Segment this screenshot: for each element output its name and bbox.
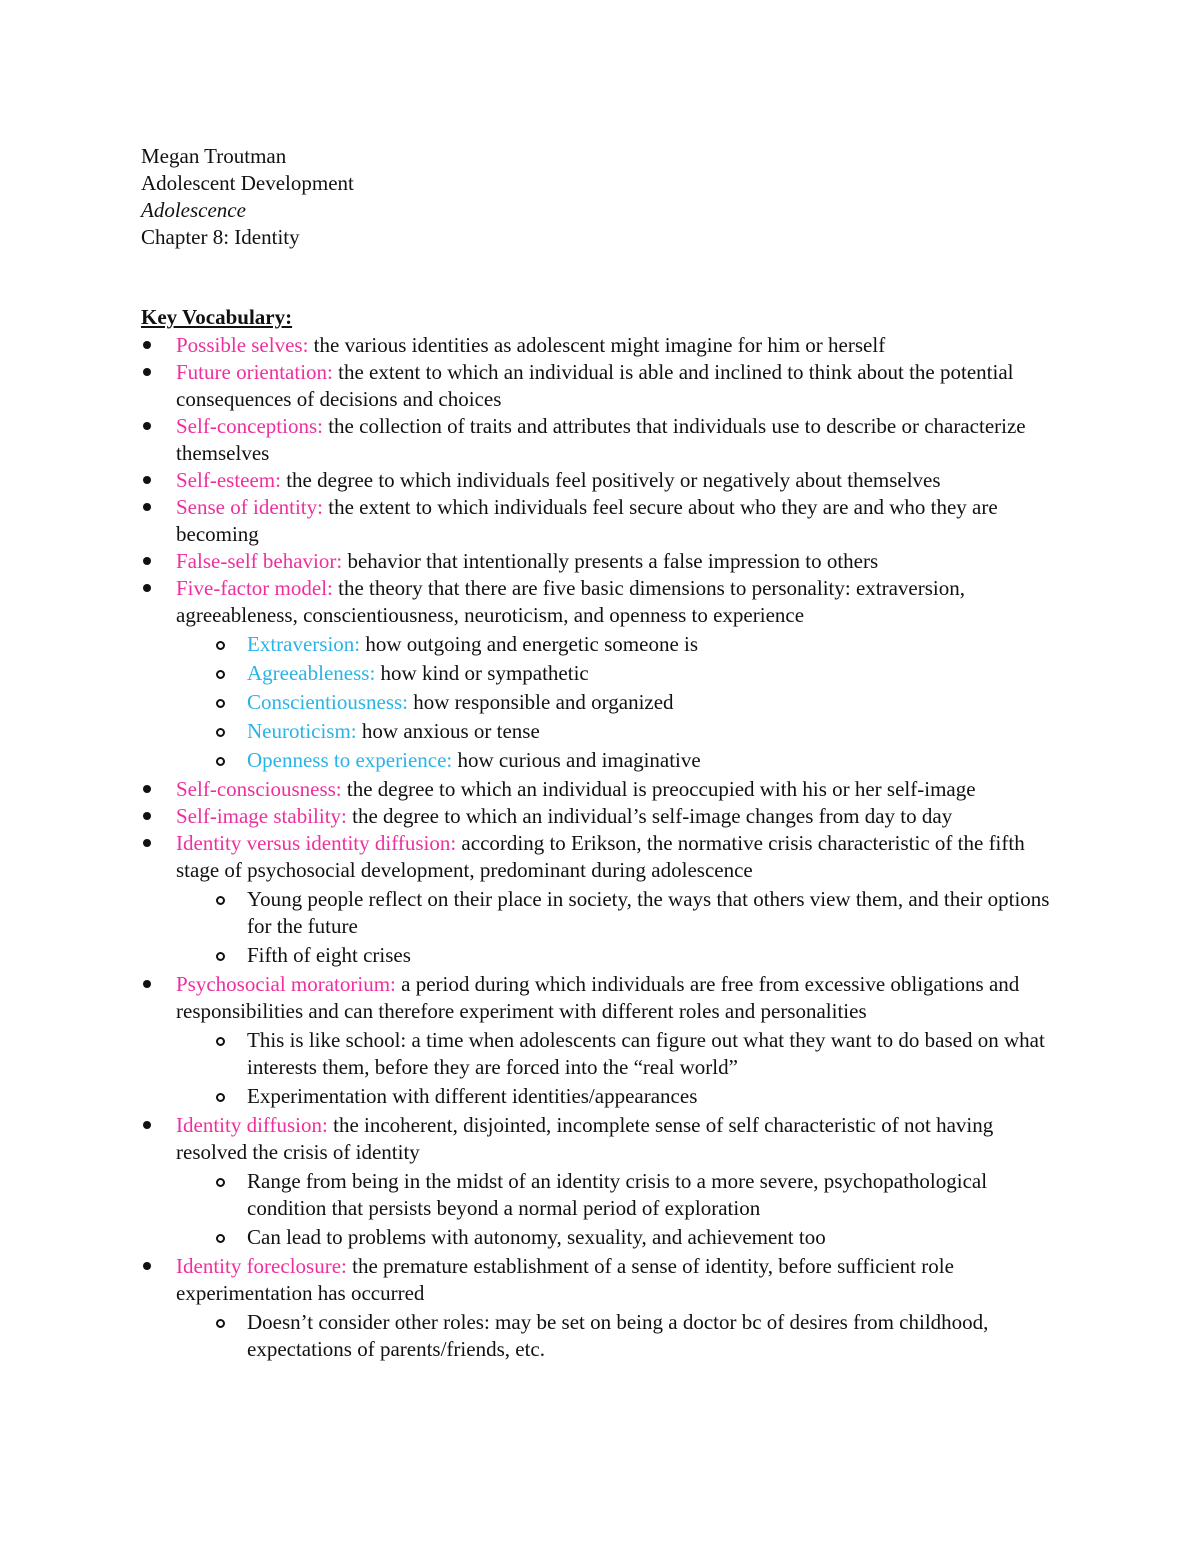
vocab-item <box>141 1253 1061 1363</box>
chapter-title: Chapter 8: Identity <box>141 225 300 249</box>
note-text: This is like school: a time when adolescents can figure out what they want to do based on what interests them, before they are forced into the “real world” <box>247 1028 1045 1079</box>
sub-item <box>176 689 1061 716</box>
vocab-definition: the incoherent, disjointed, incomplete sense of self characteristic of not having resolved the crisis of identity <box>176 1113 994 1164</box>
circle-bullet-icon <box>216 896 225 905</box>
circle-bullet-icon <box>216 699 225 708</box>
circle-bullet-icon <box>216 1093 225 1102</box>
vocab-term: Psychosocial moratorium: <box>176 972 396 996</box>
vocabulary-section <box>141 304 1061 1365</box>
vocab-definition: the premature establishment of a sense of identity, before sufficient role experimentation has occurred <box>176 1254 954 1305</box>
document-header <box>141 143 354 251</box>
vocab-term: Five-factor model: <box>176 576 333 600</box>
sub-term: Conscientiousness: <box>247 690 408 714</box>
circle-bullet-icon <box>216 1037 225 1046</box>
sub-item <box>176 718 1061 745</box>
sub-list <box>176 631 1061 774</box>
vocab-term: Identity versus identity diffusion: <box>176 831 457 855</box>
note-item <box>176 886 1061 940</box>
vocabulary-list <box>141 332 1061 1363</box>
vocab-entry <box>176 414 1026 465</box>
note-text: Fifth of eight crises <box>247 943 411 967</box>
course-name: Adolescent Development <box>141 171 354 195</box>
vocab-definition: the degree to which individuals feel positively or negatively about themselves <box>280 468 941 492</box>
circle-bullet-icon <box>216 1178 225 1187</box>
note-item <box>176 942 1061 969</box>
vocab-definition: the extent to which an individual is able and inclined to think about the potential consequences of decisions and choices <box>176 360 1014 411</box>
vocab-entry <box>176 1254 954 1305</box>
vocab-item <box>141 971 1061 1110</box>
sub-term: Extraversion: <box>247 632 361 656</box>
vocab-item <box>141 548 1061 575</box>
note-text: Young people reflect on their place in society, the ways that others view them, and their options for the future <box>247 887 1050 938</box>
bullet-icon <box>143 812 151 820</box>
vocab-term: Identity diffusion: <box>176 1113 328 1137</box>
bullet-icon <box>143 980 151 988</box>
vocab-definition: the extent to which individuals feel secure about who they are and who they are becoming <box>176 495 998 546</box>
book-title: Adolescence <box>141 198 246 222</box>
sub-item <box>176 631 1061 658</box>
bullet-icon <box>143 557 151 565</box>
bullet-icon <box>143 503 151 511</box>
sub-list <box>176 1027 1061 1110</box>
vocab-entry <box>176 549 878 573</box>
sub-term: Agreeableness: <box>247 661 376 685</box>
vocab-entry <box>176 495 998 546</box>
circle-bullet-icon <box>216 728 225 737</box>
section-title: Key Vocabulary: <box>141 305 293 329</box>
vocab-term: Identity foreclosure: <box>176 1254 347 1278</box>
sub-list <box>176 886 1061 969</box>
sub-term: Neuroticism: <box>247 719 357 743</box>
vocab-term: False-self behavior: <box>176 549 343 573</box>
note-item <box>176 1224 1061 1251</box>
vocab-entry <box>176 576 965 627</box>
sub-item <box>176 660 1061 687</box>
sub-term: Openness to experience: <box>247 748 453 772</box>
vocab-item <box>141 413 1061 467</box>
vocab-entry <box>176 468 941 492</box>
circle-bullet-icon <box>216 952 225 961</box>
note-item <box>176 1083 1061 1110</box>
vocab-item <box>141 830 1061 969</box>
vocab-definition: the degree to which an individual’s self-image changes from day to day <box>346 804 953 828</box>
bullet-icon <box>143 785 151 793</box>
vocab-definition: behavior that intentionally presents a false impression to others <box>342 549 879 573</box>
vocab-term: Possible selves: <box>176 333 309 357</box>
vocab-definition: the various identities as adolescent might imagine for him or herself <box>308 333 886 357</box>
sub-definition: how responsible and organized <box>408 690 674 714</box>
circle-bullet-icon <box>216 641 225 650</box>
vocab-definition: a period during which individuals are free from excessive obligations and responsibilities and can therefore experiment with different roles and personalities <box>176 972 1020 1023</box>
vocab-item <box>141 776 1061 803</box>
vocab-term: Self-conceptions: <box>176 414 323 438</box>
sub-definition: how outgoing and energetic someone is <box>360 632 699 656</box>
vocab-entry <box>176 831 1025 882</box>
vocab-entry <box>176 804 952 828</box>
vocab-term: Future orientation: <box>176 360 333 384</box>
sub-item <box>176 747 1061 774</box>
bullet-icon <box>143 584 151 592</box>
bullet-icon <box>143 368 151 376</box>
sub-list <box>176 1168 1061 1251</box>
bullet-icon <box>143 1262 151 1270</box>
vocab-entry <box>176 777 976 801</box>
bullet-icon <box>143 839 151 847</box>
vocab-term: Self-consciousness: <box>176 777 342 801</box>
sub-list <box>176 1309 1061 1363</box>
sub-definition: how anxious or tense <box>356 719 540 743</box>
vocab-definition: the degree to which an individual is preoccupied with his or her self-image <box>341 777 976 801</box>
bullet-icon <box>143 341 151 349</box>
note-text: Range from being in the midst of an identity crisis to a more severe, psychopathological condition that persists beyond a normal period of exploration <box>247 1169 988 1220</box>
note-item <box>176 1027 1061 1081</box>
vocab-entry <box>176 1113 993 1164</box>
vocab-entry <box>176 972 1019 1023</box>
vocab-item <box>141 359 1061 413</box>
note-text: Experimentation with different identities/appearances <box>247 1084 698 1108</box>
bullet-icon <box>143 1121 151 1129</box>
circle-bullet-icon <box>216 1319 225 1328</box>
bullet-icon <box>143 476 151 484</box>
vocab-item <box>141 1112 1061 1251</box>
bullet-icon <box>143 422 151 430</box>
note-text: Doesn’t consider other roles: may be set on being a doctor bc of desires from childhood, expectations of parents/friends, etc. <box>247 1310 989 1361</box>
vocab-item <box>141 332 1061 359</box>
vocab-item <box>141 494 1061 548</box>
vocab-term: Self-esteem: <box>176 468 281 492</box>
circle-bullet-icon <box>216 757 225 766</box>
note-text: Can lead to problems with autonomy, sexuality, and achievement too <box>247 1225 826 1249</box>
circle-bullet-icon <box>216 1234 225 1243</box>
circle-bullet-icon <box>216 670 225 679</box>
note-item <box>176 1168 1061 1222</box>
vocab-term: Self-image stability: <box>176 804 347 828</box>
vocab-entry <box>176 333 885 357</box>
note-item <box>176 1309 1061 1363</box>
vocab-item <box>141 575 1061 774</box>
vocab-definition: the collection of traits and attributes that individuals use to describe or characterize themselves <box>176 414 1026 465</box>
sub-definition: how curious and imaginative <box>452 748 701 772</box>
vocab-item <box>141 803 1061 830</box>
vocab-item <box>141 467 1061 494</box>
vocab-term: Sense of identity: <box>176 495 323 519</box>
vocab-definition: the theory that there are five basic dimensions to personality: extraversion, agreeableness, conscientiousness, neuroticism, and openness to experience <box>176 576 966 627</box>
author-name: Megan Troutman <box>141 144 287 168</box>
sub-definition: how kind or sympathetic <box>375 661 589 685</box>
vocab-entry <box>176 360 1013 411</box>
vocab-definition: according to Erikson, the normative crisis characteristic of the fifth stage of psychosocial development, predominant during adolescence <box>176 831 1025 882</box>
